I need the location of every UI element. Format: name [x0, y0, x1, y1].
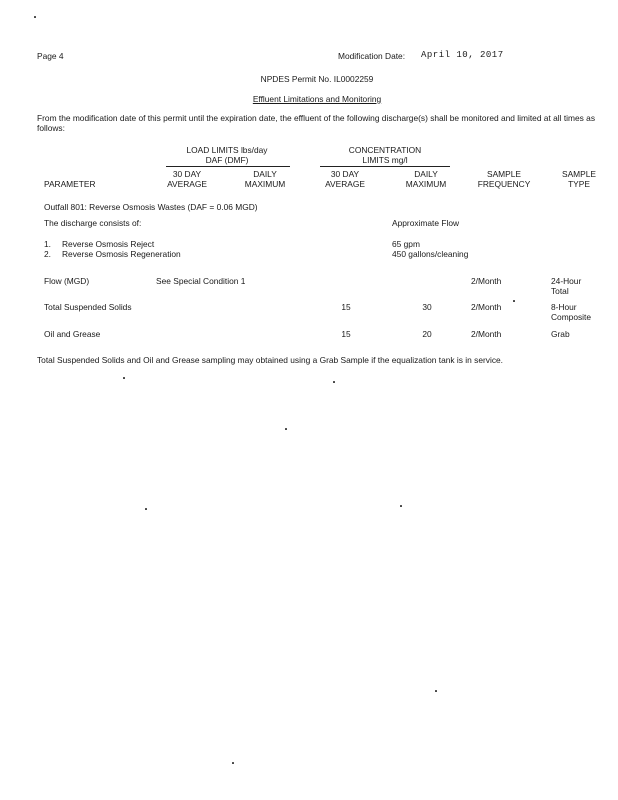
- outfall-title: Outfall 801: Reverse Osmosis Wastes (DAF = 0.06 MGD): [44, 202, 258, 212]
- concentration-daily-maximum: 20: [422, 329, 432, 339]
- column-header-conc-daily: DAILY: [414, 169, 438, 179]
- page-number: Page 4: [37, 51, 64, 61]
- discharge-item-name: Reverse Osmosis Reject: [62, 239, 155, 249]
- sample-type-line2: Total: [551, 286, 569, 296]
- scan-speck: [285, 428, 287, 430]
- discharge-consists-label: The discharge consists of:: [44, 218, 142, 228]
- scan-speck: [400, 505, 402, 507]
- scan-speck: [34, 16, 36, 18]
- concentration-limits-rule: [320, 166, 450, 167]
- column-header-conc-maximum: MAXIMUM: [405, 179, 447, 189]
- load-limits-header: LOAD LIMITS lbs/day: [186, 145, 268, 155]
- column-header-load-daily: DAILY: [253, 169, 277, 179]
- intro-paragraph: From the modification date of this permit until the expiration date, the effluent of the following discharge(s) shall be monitored and limited at all times as follows:: [37, 113, 596, 133]
- load-limits-subheader: DAF (DMF): [205, 155, 249, 165]
- column-header-load-average: AVERAGE: [167, 179, 207, 189]
- discharge-item-name: Reverse Osmosis Regeneration: [62, 249, 181, 259]
- approximate-flow-label: Approximate Flow: [392, 218, 460, 228]
- column-header-conc-average: AVERAGE: [325, 179, 365, 189]
- discharge-item-flow: 65 gpm: [392, 239, 420, 249]
- sample-type-line1: 24-Hour: [551, 276, 582, 286]
- parameter-name: Oil and Grease: [44, 329, 101, 339]
- scan-speck: [145, 508, 147, 510]
- column-header-conc-30day: 30 DAY: [330, 169, 360, 179]
- scan-speck: [435, 690, 437, 692]
- column-header-load-maximum: MAXIMUM: [244, 179, 286, 189]
- sample-type-line2: Composite: [551, 312, 592, 322]
- load-limits-rule: [166, 166, 290, 167]
- column-header-load-30day: 30 DAY: [172, 169, 202, 179]
- parameter-note: See Special Condition 1: [156, 276, 246, 286]
- sample-frequency: 2/Month: [471, 329, 502, 339]
- concentration-30day-average: 15: [341, 302, 351, 312]
- modification-date-label: Modification Date:: [338, 51, 406, 61]
- column-header-sample-frequency-2: FREQUENCY: [477, 179, 531, 189]
- permit-number: NPDES Permit No. IL0002259: [260, 74, 374, 84]
- sample-type-line1: Grab: [551, 329, 570, 339]
- footnote: Total Suspended Solids and Oil and Grease sampling may obtained using a Grab Sample if the equalization tank is in service.: [37, 355, 504, 365]
- scan-speck: [333, 381, 335, 383]
- modification-date: April 10, 2017: [421, 50, 504, 60]
- parameter-name: Total Suspended Solids: [44, 302, 132, 312]
- concentration-limits-header: CONCENTRATION: [348, 145, 422, 155]
- parameter-name: Flow (MGD): [44, 276, 90, 286]
- scan-speck: [123, 377, 125, 379]
- sample-type-line1: 8-Hour: [551, 302, 577, 312]
- sample-frequency: 2/Month: [471, 302, 502, 312]
- section-title: Effluent Limitations and Monitoring: [252, 94, 382, 104]
- column-header-parameter: PARAMETER: [44, 179, 96, 189]
- discharge-item-number: 2.: [44, 249, 51, 259]
- column-header-sample-frequency-1: SAMPLE: [487, 169, 521, 179]
- discharge-item-flow: 450 gallons/cleaning: [392, 249, 469, 259]
- column-header-sample-type-1: SAMPLE: [562, 169, 596, 179]
- column-header-sample-type-2: TYPE: [568, 179, 590, 189]
- concentration-30day-average: 15: [341, 329, 351, 339]
- sample-frequency: 2/Month: [471, 276, 502, 286]
- concentration-limits-subheader: LIMITS mg/l: [362, 155, 408, 165]
- scan-speck: [232, 762, 234, 764]
- discharge-item-number: 1.: [44, 239, 51, 249]
- concentration-daily-maximum: 30: [422, 302, 432, 312]
- scan-speck: [513, 300, 515, 302]
